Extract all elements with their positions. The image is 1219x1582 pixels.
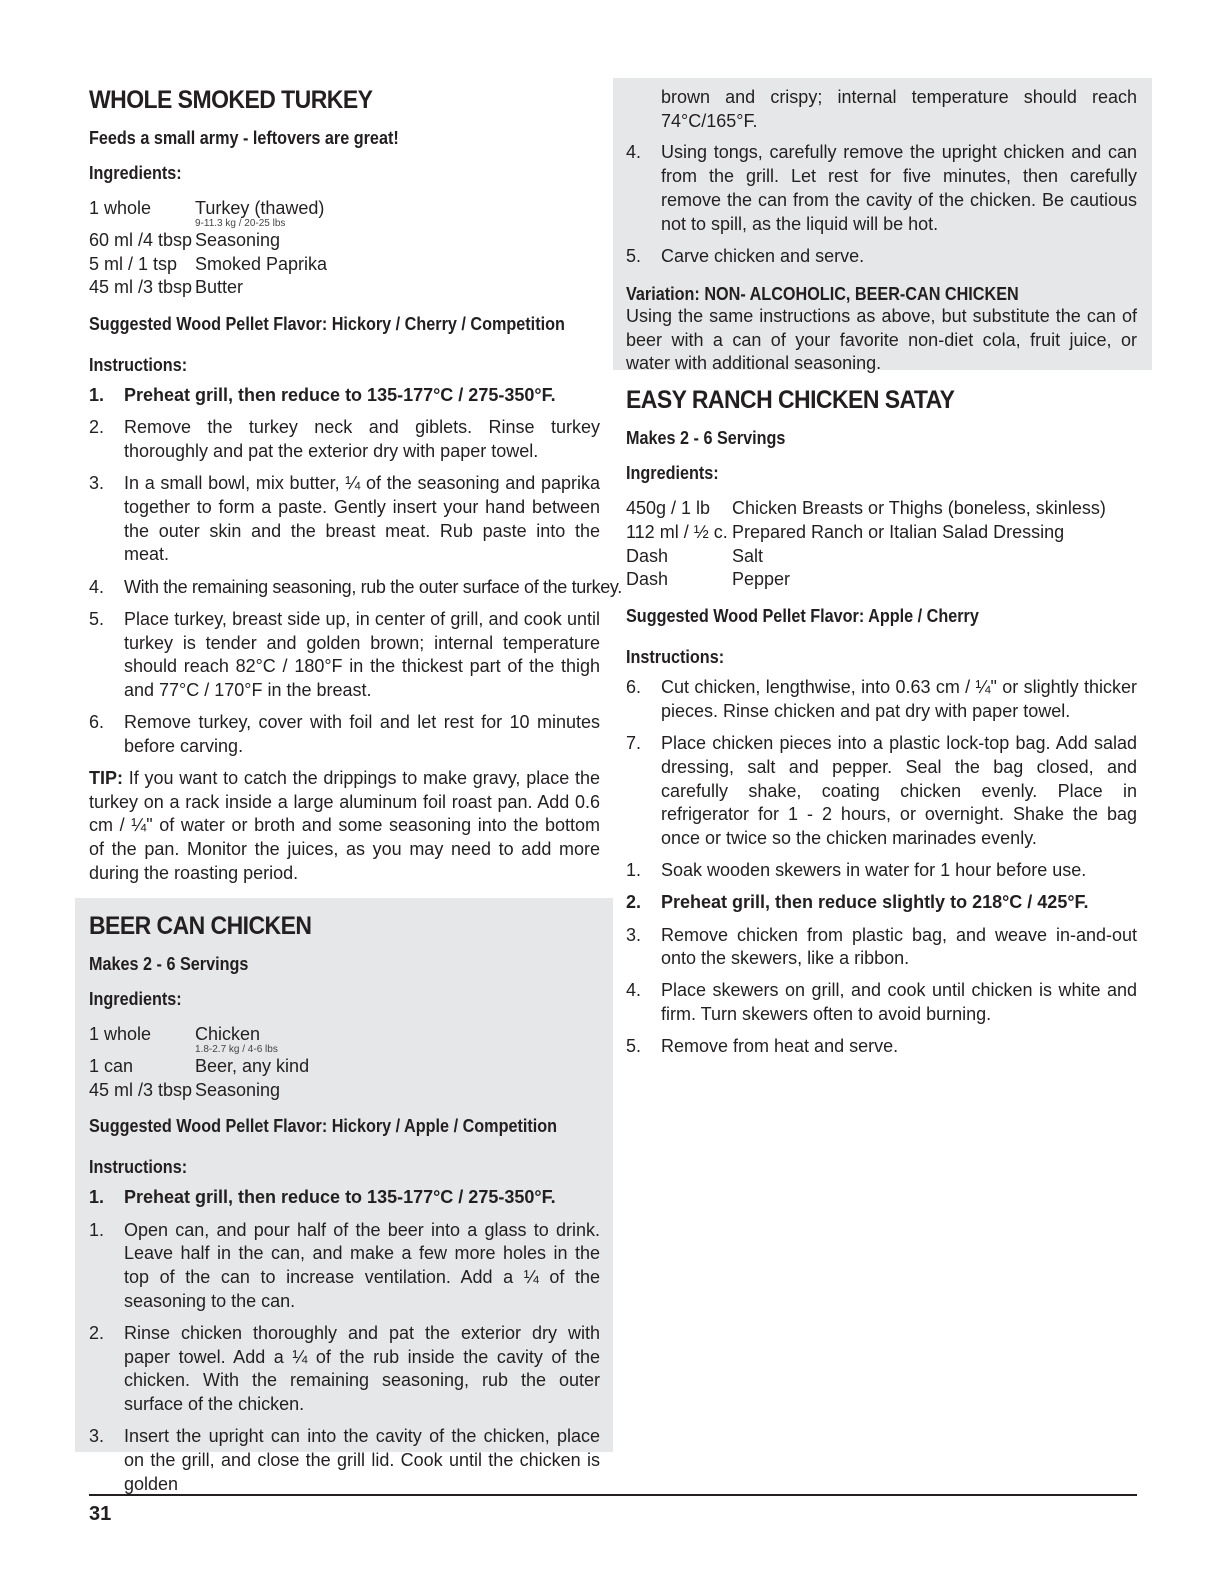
step-text: Preheat grill, then reduce slightly to 218°C / 425°F. xyxy=(661,892,1089,913)
step-item xyxy=(89,1322,600,1417)
page-number: 31 xyxy=(89,1503,112,1525)
beer-can-title: BEER CAN CHICKEN xyxy=(89,912,312,940)
step-item xyxy=(89,1425,600,1496)
ingredient-name: Smoked Paprika xyxy=(195,253,328,274)
satay-ingredients-heading: Ingredients: xyxy=(626,463,719,483)
ingredient-row xyxy=(89,276,600,300)
step-item xyxy=(626,245,1137,269)
step-text: Insert the upright can into the cavity of the chicken, place on the grill, and close the grill lid. Cook until the chicken is golden xyxy=(124,1426,600,1494)
turkey-instructions-heading: Instructions: xyxy=(89,355,188,376)
step-text: Carve chicken and serve. xyxy=(661,245,865,266)
step-number: 1. xyxy=(626,860,642,881)
ingredient-row xyxy=(626,521,1137,545)
ingredient-qty: 60 ml /4 tbsp xyxy=(89,229,193,250)
step-number: 6. xyxy=(89,712,105,733)
step-number: 3. xyxy=(89,1426,105,1447)
turkey-steps xyxy=(89,384,622,758)
beer-can-recipe xyxy=(89,912,600,1505)
step-text: In a small bowl, mix butter, ¼ of the seasoning and paprika together to form a paste. Gently insert your hand between the outer skin and the breast meat. Rub paste into the meat. xyxy=(124,473,600,565)
step-number: 1. xyxy=(89,1187,105,1208)
step-item xyxy=(89,576,622,600)
beer-can-wood-flavor: Suggested Wood Pellet Flavor: Hickory / Apple / Competition xyxy=(89,1116,558,1137)
step-number: 1. xyxy=(89,385,105,406)
satay-wood-flavor: Suggested Wood Pellet Flavor: Apple / Cherry xyxy=(626,606,979,627)
ingredient-qty: 1 whole xyxy=(89,1024,152,1044)
step-number: 2. xyxy=(89,1322,105,1343)
step-item xyxy=(89,711,600,758)
step-item xyxy=(626,676,1137,723)
step-item xyxy=(626,924,1137,971)
step-number: 5. xyxy=(626,245,642,266)
step-text: Place turkey, breast side up, in center of grill, and cook until turkey is tender and golden brown; internal temperature should reach 82°C / 180°F in the thickest part of the thigh and 77°C / 170°F in the breast. xyxy=(124,608,600,700)
step-text: Rinse chicken thoroughly and pat the exterior dry with paper towel. Add a ¼ of the rub inside the cavity of the chicken. With the remaining seasoning, rub the outer surface of the chicken. xyxy=(124,1322,600,1415)
turkey-ingredient-list xyxy=(89,197,600,300)
step-number: 5. xyxy=(626,1036,642,1057)
ingredient-name: Seasoning xyxy=(195,1079,281,1100)
step-item xyxy=(89,384,600,408)
ingredient-weight-note: 1.8-2.7 kg / 4-6 lbs xyxy=(195,1043,278,1055)
turkey-ingredients-heading: Ingredients: xyxy=(89,163,182,183)
step-number: 6. xyxy=(626,677,642,698)
tip-label: TIP: xyxy=(89,768,123,789)
step-item xyxy=(89,472,600,567)
turkey-wood-flavor: Suggested Wood Pellet Flavor: Hickory / Cherry / Competition xyxy=(89,314,565,335)
satay-subtitle: Makes 2 - 6 Servings xyxy=(626,428,786,448)
step-text: Place chicken pieces into a plastic lock-top bag. Add salad dressing, salt and pepper. Seal the bag closed, and carefully shake, coating chicken evenly. Place in refrigerator for 1 - 2 hours, or overnight. Shake the bag once or twice so the chicken marinades evenly. xyxy=(661,733,1137,848)
ingredient-row xyxy=(89,253,600,277)
satay-instructions-heading: Instructions: xyxy=(626,647,725,668)
beer-can-steps xyxy=(89,1186,600,1496)
step-item xyxy=(626,979,1137,1026)
ingredient-qty: Dash xyxy=(626,545,669,566)
step-text: Preheat grill, then reduce to 135-177°C / 275-350°F. xyxy=(124,1187,556,1208)
ingredient-row xyxy=(89,229,600,253)
beer-can-subtitle: Makes 2 - 6 Servings xyxy=(89,954,249,974)
step-number: 1. xyxy=(89,1219,105,1240)
satay-title: EASY RANCH CHICKEN SATAY xyxy=(626,386,955,414)
satay-ingredient-list xyxy=(626,497,1137,592)
ingredient-qty: 45 ml /3 tbsp xyxy=(89,1079,193,1100)
ingredient-qty: 450g / 1 lb xyxy=(626,498,711,518)
step-text: Preheat grill, then reduce to 135-177°C / 275-350°F. xyxy=(124,385,556,406)
step-text: Open can, and pour half of the beer into a glass to drink. Leave half in the can, and make a few more holes in the top of the can to increase ventilation. Add a ¼ of the seasoning to the can. xyxy=(124,1219,600,1311)
ingredient-row xyxy=(89,197,600,229)
step-item xyxy=(626,1035,1137,1059)
ingredient-weight-note: 9-11.3 kg / 20-25 lbs xyxy=(195,217,286,229)
beer-can-continued xyxy=(626,86,1137,376)
step-number: 7. xyxy=(626,733,642,754)
ingredient-row xyxy=(89,1023,600,1055)
ingredient-name: Prepared Ranch or Italian Salad Dressing xyxy=(732,521,1065,542)
step-text: Remove chicken from plastic bag, and weave in-and-out onto the skewers, like a ribbon. xyxy=(661,924,1137,969)
step-number: 3. xyxy=(89,473,105,494)
turkey-title: WHOLE SMOKED TURKEY xyxy=(89,86,373,114)
beer-can-steps-continued xyxy=(626,141,1137,268)
variation-heading: Variation: NON- ALCOHOLIC, BEER-CAN CHICKEN xyxy=(626,283,1019,304)
ingredient-qty: 112 ml / ½ c. xyxy=(626,521,728,542)
ingredient-name: Chicken Breasts or Thighs (boneless, skinless) xyxy=(732,498,1106,518)
step-number: 4. xyxy=(89,576,105,597)
step-number: 4. xyxy=(626,980,642,1001)
ingredient-qty: 5 ml / 1 tsp xyxy=(89,253,178,274)
step-text: Remove turkey, cover with foil and let rest for 10 minutes before carving. xyxy=(124,712,600,756)
ingredient-name: Beer, any kind xyxy=(195,1055,310,1076)
step-number: 2. xyxy=(89,417,105,438)
ingredient-name: Salt xyxy=(732,545,764,566)
ingredient-row xyxy=(626,545,1137,569)
ingredient-qty: 1 whole xyxy=(89,198,152,218)
step-text: With the remaining seasoning, rub the outer surface of the turkey. xyxy=(124,576,622,597)
tip-text: If you want to catch the drippings to make gravy, place the turkey on a rack inside a large aluminum foil roast pan. Add 0.6 cm / ¼" of water or broth and some seasoning into the bottom of the pan. Monitor the juices, as you may need to add more during the roasting period. xyxy=(89,768,600,883)
step-continued-text: brown and crispy; internal temperature should reach 74°C/165°F. xyxy=(661,87,1137,131)
step-text: Place skewers on grill, and cook until chicken is white and firm. Turn skewers often to avoid burning. xyxy=(661,980,1137,1025)
ingredient-qty: 1 can xyxy=(89,1055,134,1076)
turkey-recipe xyxy=(89,86,622,886)
step-item xyxy=(626,141,1137,236)
ingredient-name: Turkey (thawed) xyxy=(195,198,325,218)
step-item xyxy=(89,416,600,463)
step-item xyxy=(626,732,1137,851)
ingredient-row xyxy=(89,1055,600,1079)
ingredient-name: Butter xyxy=(195,277,244,298)
turkey-tip xyxy=(89,767,600,886)
ingredient-name: Chicken xyxy=(195,1024,261,1044)
ingredient-row xyxy=(626,568,1137,592)
step-item xyxy=(626,891,1137,915)
step-text: Remove the turkey neck and giblets. Rinse turkey thoroughly and pat the exterior dry with paper towel. xyxy=(124,417,600,462)
satay-recipe xyxy=(626,386,1137,1068)
beer-can-ingredient-list xyxy=(89,1023,600,1102)
footer-divider xyxy=(89,1494,1137,1496)
ingredient-qty: Dash xyxy=(626,569,669,590)
ingredient-row xyxy=(626,497,1137,521)
step-text: Remove from heat and serve. xyxy=(661,1036,899,1057)
ingredient-qty: 45 ml /3 tbsp xyxy=(89,277,193,298)
step-number: 3. xyxy=(626,924,642,945)
step-item xyxy=(89,1186,600,1210)
ingredient-name: Pepper xyxy=(732,569,791,590)
satay-steps xyxy=(626,676,1137,1059)
step-item xyxy=(89,1219,600,1314)
step-item xyxy=(626,859,1137,883)
turkey-subtitle: Feeds a small army - leftovers are great! xyxy=(89,128,399,148)
step-text: Soak wooden skewers in water for 1 hour before use. xyxy=(661,860,1087,881)
step-text: Cut chicken, lengthwise, into 0.63 cm / ¼" or slightly thicker pieces. Rinse chicken and pat dry with paper towel. xyxy=(661,677,1137,721)
ingredient-name: Seasoning xyxy=(195,229,281,250)
beer-can-instructions-heading: Instructions: xyxy=(89,1157,188,1178)
step-item xyxy=(89,608,600,703)
ingredient-row xyxy=(89,1079,600,1103)
step-number: 4. xyxy=(626,142,642,163)
step-text: Using tongs, carefully remove the upright chicken and can from the grill. Let rest for five minutes, then carefully remove the can from the cavity of the chicken. Be cautious not to spill, as the liquid will be hot. xyxy=(661,142,1137,234)
step-number: 5. xyxy=(89,608,105,629)
variation-text: Using the same instructions as above, but substitute the can of beer with a can of your favorite non-diet cola, fruit juice, or water with additional seasoning. xyxy=(626,305,1137,374)
step-number: 2. xyxy=(626,892,642,913)
beer-can-ingredients-heading: Ingredients: xyxy=(89,989,182,1009)
